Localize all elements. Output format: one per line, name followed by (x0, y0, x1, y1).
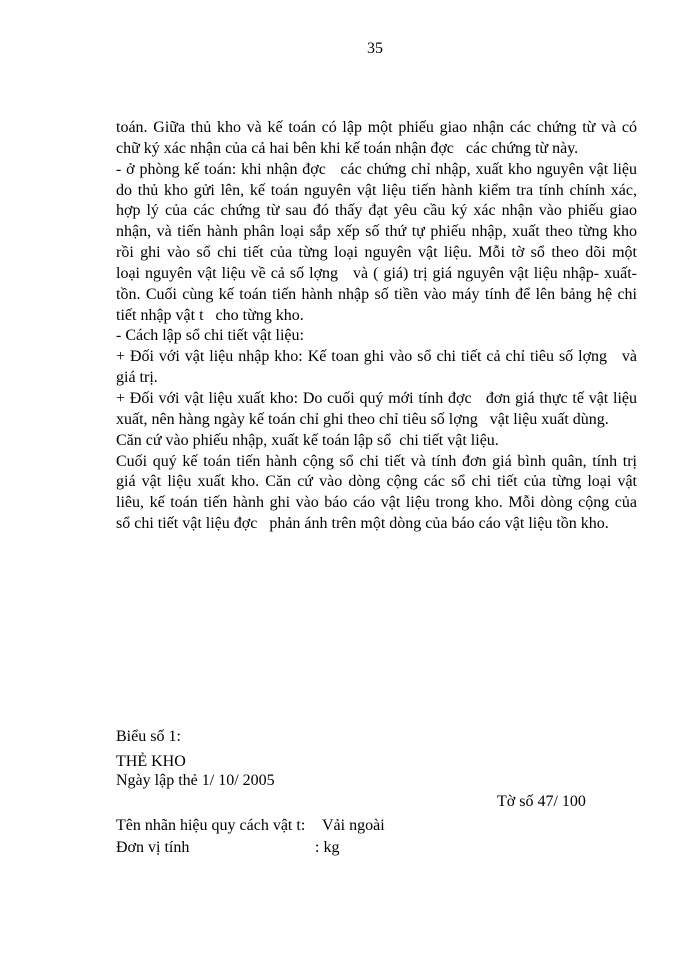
text-line: hợp lý của các chứng từ sau đó thấy đạt yêu cầu ký xác nhận vào phiếu giao (116, 202, 637, 220)
text-line: - ở phòng kế toán: khi nhận đợc các chứng chỉ nhập, xuất kho nguyên vật liệu (116, 160, 637, 178)
text-line: rồi ghi vào sổ chi tiết của từng loại nguyên vật liệu. Mỗi tờ sổ theo dõi một (116, 244, 637, 262)
text-line: loại nguyên vật liệu về cả số lợng và ( giá) trị giá nguyên vật liệu nhập- xuất- (116, 264, 637, 282)
text-line: do thủ kho gửi lên, kế toán nguyên vật liệu tiến hành kiểm tra tính chính xác, (116, 181, 637, 199)
unit-value: : kg (315, 839, 340, 856)
text-line: Cuối quý kế toán tiến hành cộng sổ chi tiết và tính đơn giá bình quân, tính trị (116, 452, 637, 470)
text-line: - Cách lập sổ chi tiết vật liệu: (116, 327, 304, 345)
text-line: liêu, kế toán tiến hành ghi vào báo cáo vật liệu trong kho. Mỗi dòng cộng của (116, 494, 637, 512)
form-label: Biểu số 1: (116, 728, 181, 745)
text-line: tồn. Cuối cùng kế toán tiến hành nhập số tiền vào máy tính để lên bảng hệ chi (116, 285, 637, 303)
card-date: Ngày lập thẻ 1/ 10/ 2005 (116, 772, 275, 789)
item-label: Tên nhãn hiệu quy cách vật t: (116, 817, 306, 834)
text-line: tiết nhập vật t cho từng kho. (116, 306, 304, 324)
text-line: giá vật liệu xuất kho. Căn cứ vào dòng cộng các sổ chi tiết của từng loại vật (116, 473, 637, 491)
text-line: toán. Giữa thủ kho và kế toán có lập một phiếu giao nhận các chứng từ và có (116, 119, 637, 136)
text-line: + Đối với vật liệu xuất kho: Do cuối quý mới tính đợc đơn giá thực tế vật liệu (116, 389, 637, 407)
text-line: chữ ký xác nhận của cả hai bên khi kế toán nhận đợc các chứng từ này. (116, 139, 579, 157)
body-text (116, 118, 637, 535)
unit-label: Đơn vị tính (116, 839, 190, 856)
page-number: 35 (367, 40, 383, 57)
text-line: Căn cứ vào phiếu nhập, xuất kế toán lập sổ chi tiết vật liệu. (116, 431, 499, 449)
item-value: Vải ngoài (322, 817, 385, 834)
sheet-number: Tờ số 47/ 100 (497, 793, 586, 810)
text-line: + Đối với vật liệu nhập kho: Kế toan ghi vào sổ chi tiết cả chỉ tiêu số lợng và (116, 348, 637, 366)
text-line: nhận, và tiến hành phân loại sắp xếp số thứ tự phiếu nhập, xuất theo từng kho (116, 223, 637, 241)
text-line: xuất, nên hàng ngày kế toán chỉ ghi theo chỉ tiêu số lợng vật liệu xuất dùng. (116, 410, 609, 428)
card-title: THẺ KHO (116, 753, 186, 770)
text-line: giá trị. (116, 369, 158, 387)
text-line: sổ chi tiết vật liệu đợc phản ánh trên một dòng của báo cáo vật liệu tồn kho. (116, 515, 609, 533)
